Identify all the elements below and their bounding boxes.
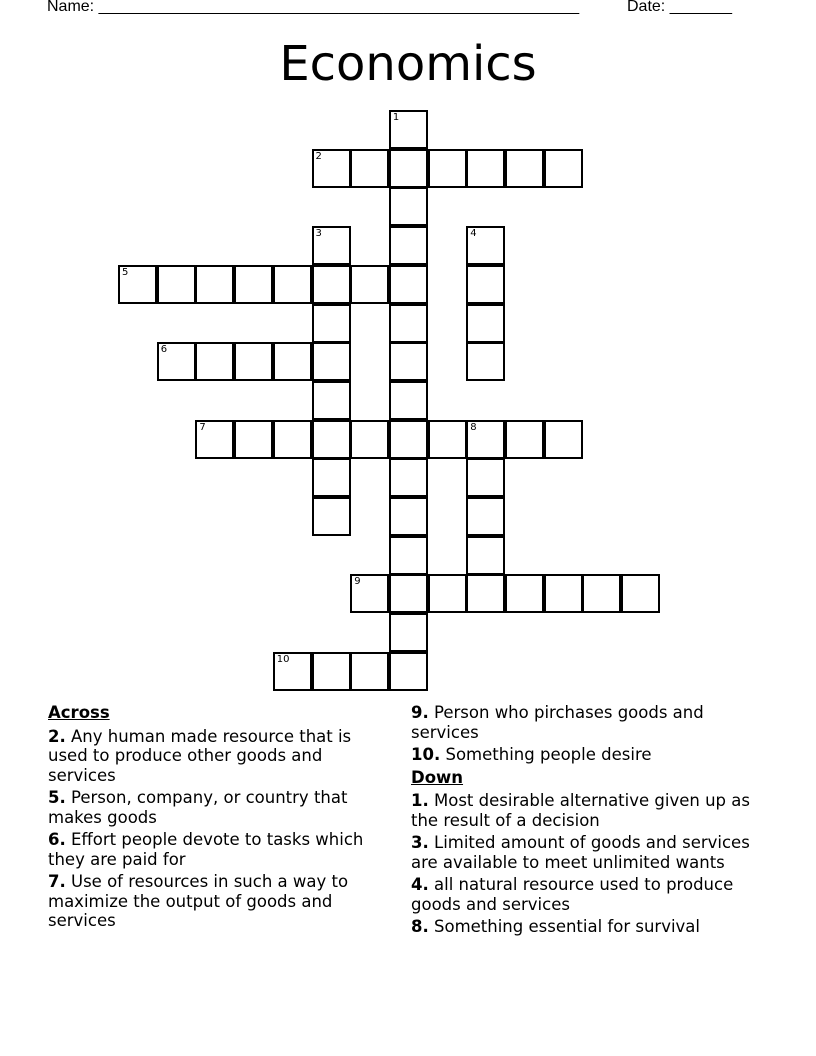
clue-number: 6.	[48, 830, 66, 849]
clue-across-2	[48, 727, 388, 786]
crossword-cell[interactable]	[273, 342, 312, 381]
crossword-cell[interactable]	[389, 652, 428, 691]
crossword-cell[interactable]	[544, 149, 583, 188]
crossword-cell[interactable]	[389, 458, 428, 497]
crossword-cell[interactable]	[195, 420, 234, 459]
cell-number: 3	[315, 228, 322, 240]
clue-text: Something people desire	[445, 745, 652, 764]
name-label: Name: ______________________________________________________	[47, 0, 580, 15]
crossword-cell[interactable]	[312, 265, 351, 304]
clue-text: Most desirable alternative given up as the result of a decision	[411, 791, 750, 830]
crossword-cell[interactable]	[273, 652, 312, 691]
crossword-cell[interactable]	[466, 458, 505, 497]
crossword-cell[interactable]	[195, 342, 234, 381]
crossword-cell[interactable]	[350, 149, 389, 188]
clues-column-left	[48, 703, 388, 934]
crossword-cell[interactable]	[312, 458, 351, 497]
crossword-cell[interactable]	[389, 613, 428, 652]
clue-text: all natural resource used to produce goods and services	[411, 875, 734, 914]
clues-column-right	[411, 703, 751, 940]
crossword-cell[interactable]	[428, 574, 467, 613]
crossword-cell[interactable]	[234, 420, 273, 459]
down-heading: Down	[411, 767, 464, 787]
clue-down-8	[411, 917, 751, 937]
clue-across-10	[411, 745, 751, 765]
crossword-cell[interactable]	[389, 381, 428, 420]
clue-down-3	[411, 833, 751, 872]
crossword-cell[interactable]	[505, 420, 544, 459]
crossword-cell[interactable]	[157, 265, 196, 304]
crossword-cell[interactable]	[273, 265, 312, 304]
clue-number: 10.	[411, 745, 441, 764]
cell-number: 2	[315, 150, 322, 162]
date-label: Date: _______	[627, 0, 732, 15]
crossword-cell[interactable]	[466, 149, 505, 188]
clue-text: Person who pirchases goods and services	[411, 703, 704, 742]
cell-number: 6	[160, 344, 168, 356]
crossword-cell[interactable]	[505, 149, 544, 188]
clue-number: 7.	[48, 872, 66, 891]
crossword-cell[interactable]	[389, 536, 428, 575]
cell-number: 9	[354, 576, 361, 588]
crossword-cell[interactable]	[505, 574, 544, 613]
crossword-cell[interactable]	[350, 420, 389, 459]
cell-number: 8	[470, 421, 477, 433]
crossword-cell[interactable]	[312, 497, 351, 536]
crossword-cell[interactable]	[466, 342, 505, 381]
clue-number: 4.	[411, 875, 429, 894]
crossword-cell[interactable]	[466, 226, 505, 265]
crossword-cell[interactable]	[389, 187, 428, 226]
clue-number: 9.	[411, 703, 429, 722]
crossword-cell[interactable]	[466, 420, 505, 459]
crossword-cell[interactable]	[234, 342, 273, 381]
clue-text: Any human made resource that is used to produce other goods and services	[48, 726, 352, 785]
crossword-cell[interactable]	[428, 149, 467, 188]
crossword-cell[interactable]	[389, 497, 428, 536]
crossword-cell[interactable]	[621, 574, 660, 613]
clue-across-6	[48, 830, 388, 869]
crossword-cell[interactable]	[466, 265, 505, 304]
clue-text: Effort people devote to tasks which they are paid for	[48, 830, 364, 869]
crossword-cell[interactable]	[312, 652, 351, 691]
cell-number: 5	[122, 266, 129, 278]
crossword-cell[interactable]	[350, 265, 389, 304]
cell-number: 1	[392, 112, 400, 123]
crossword-cell[interactable]	[389, 304, 428, 343]
clue-across-5	[48, 788, 388, 827]
crossword-cell[interactable]	[389, 265, 428, 304]
clue-down-1	[411, 791, 751, 830]
clue-number: 3.	[411, 833, 429, 852]
crossword-cell[interactable]	[544, 574, 583, 613]
crossword-cell[interactable]	[544, 420, 583, 459]
clue-text: Use of resources in such a way to maximize the output of goods and services	[48, 872, 349, 930]
clue-across-7	[48, 872, 388, 931]
crossword-cell[interactable]	[312, 381, 351, 420]
crossword-cell[interactable]	[157, 342, 196, 381]
crossword-cell[interactable]	[466, 497, 505, 536]
crossword-cell[interactable]	[389, 342, 428, 381]
crossword-cell[interactable]	[350, 652, 389, 691]
clue-text: Limited amount of goods and services are available to meet unlimited wants	[411, 833, 750, 872]
clue-number: 2.	[48, 726, 66, 746]
crossword-cell[interactable]	[234, 265, 273, 304]
crossword-cell[interactable]	[195, 265, 234, 304]
clue-text: Person, company, or country that makes goods	[48, 788, 348, 827]
crossword-cell[interactable]	[582, 574, 621, 613]
crossword-cell[interactable]	[312, 304, 351, 343]
clue-text: Something essential for survival	[434, 917, 701, 936]
crossword-cell[interactable]	[389, 420, 428, 459]
crossword-cell[interactable]	[428, 420, 467, 459]
clue-down-4	[411, 875, 751, 914]
crossword-cell[interactable]	[273, 420, 312, 459]
across-heading: Across	[48, 703, 110, 722]
crossword-cell[interactable]	[466, 304, 505, 343]
cell-number: 7	[199, 421, 206, 433]
page-title: Economics	[279, 36, 537, 92]
crossword-cell[interactable]	[312, 420, 351, 459]
crossword-cell[interactable]	[389, 226, 428, 265]
clue-number: 8.	[411, 917, 429, 936]
crossword-cell[interactable]	[118, 265, 157, 304]
crossword-cell[interactable]	[466, 536, 505, 575]
crossword-cell[interactable]	[389, 149, 428, 188]
crossword-cell[interactable]	[350, 574, 389, 613]
crossword-cell[interactable]	[312, 342, 351, 381]
crossword-cell[interactable]	[312, 149, 351, 188]
clue-across-9	[411, 703, 751, 742]
clue-number: 5.	[48, 788, 66, 807]
cell-number: 4	[470, 228, 477, 240]
clue-number: 1.	[411, 791, 429, 810]
cell-number: 10	[276, 653, 290, 665]
crossword-cell[interactable]	[466, 574, 505, 613]
crossword-cell[interactable]	[389, 574, 428, 613]
crossword-cell[interactable]	[389, 110, 428, 149]
crossword-cell[interactable]	[312, 226, 351, 265]
